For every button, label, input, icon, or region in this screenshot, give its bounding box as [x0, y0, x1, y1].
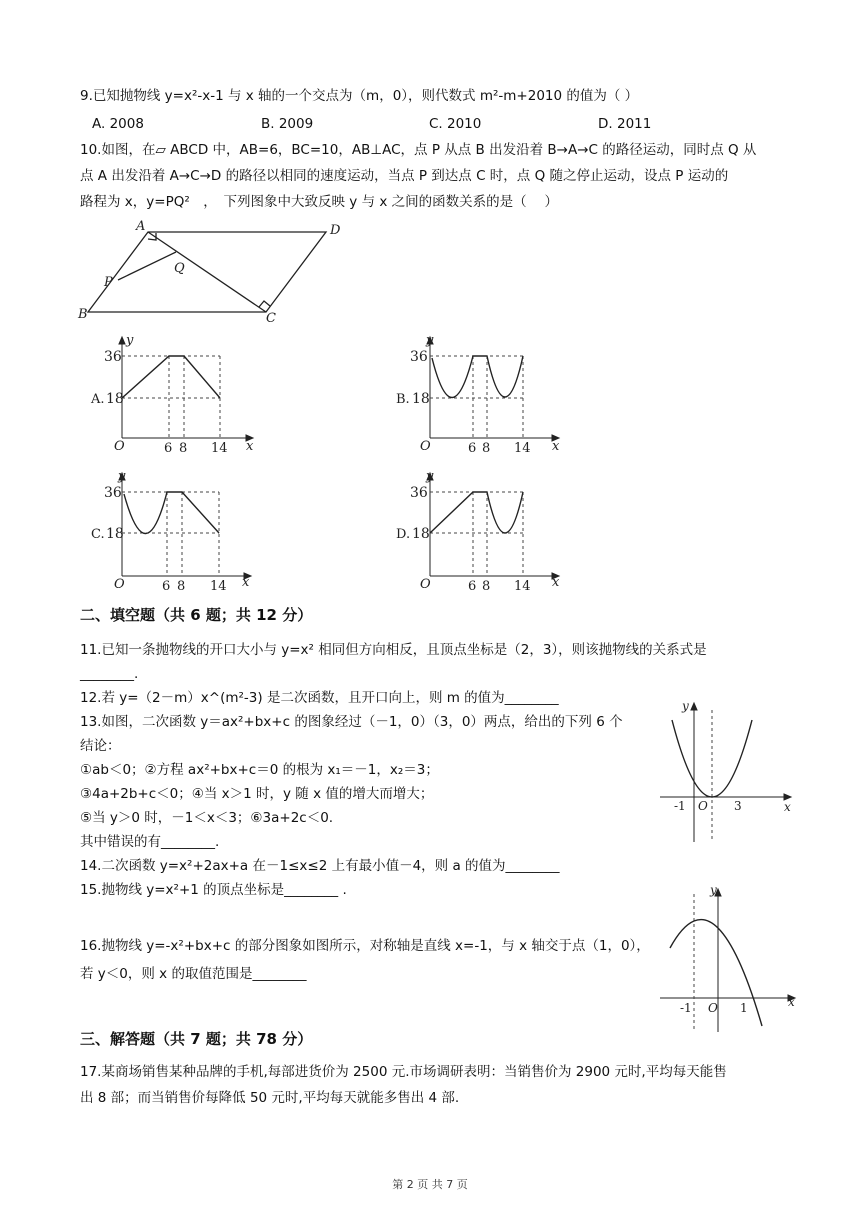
graph-c	[86, 470, 256, 594]
svg-text:O: O	[420, 439, 431, 454]
graph-label-a: A.	[91, 392, 105, 407]
svg-text:14: 14	[514, 579, 531, 594]
q13-line6: 其中错误的有________.	[80, 834, 220, 850]
svg-text:O: O	[708, 1001, 718, 1015]
page-footer: 第 2 页 共 7 页	[392, 1178, 468, 1191]
svg-text:6: 6	[162, 579, 171, 594]
svg-text:8: 8	[482, 441, 491, 454]
q10-line2: 点 A 出发沿着 A→C→D 的路径以相同的速度运动，当点 P 到达点 C 时，点 Q 随之停止运动，设点 P 运动的	[80, 168, 729, 184]
q13-line4: ③4a+2b+c＜0；④当 x＞1 时，y 随 x 值的增大而增大；	[80, 786, 434, 802]
svg-text:18: 18	[106, 526, 124, 542]
svg-text:y: y	[426, 470, 434, 484]
svg-text:1: 1	[740, 1001, 748, 1015]
label-d: D	[330, 223, 341, 238]
q15: 15.抛物线 y=x²+1 的顶点坐标是________ .	[80, 882, 347, 898]
q10-line1: 10.如图，在▱ ABCD 中，AB=6，BC=10，AB⊥AC，点 P 从点 B 出发沿着 B→A→C 的路径运动，同时点 Q 从	[80, 142, 757, 158]
graph-label-b: B.	[396, 392, 410, 407]
graph-label-c: C.	[91, 527, 105, 542]
graph-d	[392, 470, 562, 594]
q16-line2: 若 y＜0，则 x 的取值范围是________	[80, 966, 307, 982]
q12: 12.若 y=（2－m）x^(m²-3) 是二次函数，且开口向上，则 m 的值为________	[80, 690, 559, 706]
section3-title: 三、解答题（共 7 题；共 78 分）	[80, 1030, 313, 1048]
graph-b	[392, 334, 562, 454]
label-a: A	[136, 219, 146, 234]
svg-text:3: 3	[734, 799, 742, 813]
q17-line1: 17.某商场销售某种品牌的手机,每部进货价为 2500 元.市场调研表明：当销售价为 2900 元时,平均每天能售	[80, 1064, 727, 1080]
svg-text:14: 14	[210, 579, 227, 594]
q9-option-a: A. 2008	[92, 116, 144, 132]
q9-option-c: C. 2010	[429, 116, 482, 132]
svg-text:y: y	[126, 334, 134, 348]
svg-text:x: x	[784, 800, 791, 814]
svg-text:x: x	[246, 439, 254, 454]
svg-text:O: O	[114, 439, 125, 454]
svg-text:O: O	[420, 577, 431, 592]
svg-text:18: 18	[412, 526, 430, 542]
svg-text:14: 14	[211, 441, 228, 454]
graph-label-d: D.	[396, 527, 411, 542]
parallelogram-figure	[76, 218, 356, 328]
q16-parabola-figure	[656, 884, 802, 1034]
svg-text:8: 8	[482, 579, 491, 594]
svg-text:14: 14	[514, 441, 531, 454]
q13-line2: 结论：	[80, 738, 121, 754]
graph-a	[86, 334, 256, 454]
q13-parabola-figure	[656, 700, 796, 846]
svg-text:y: y	[118, 470, 126, 484]
svg-text:-1: -1	[680, 1001, 692, 1015]
q10-line3: 路程为 x，y=PQ² ， 下列图象中大致反映 y 与 x 之间的函数关系的是（ ）	[80, 194, 558, 210]
label-c: C	[266, 311, 276, 326]
label-b: B	[78, 307, 88, 322]
q9-option-d: D. 2011	[598, 116, 652, 132]
svg-text:x: x	[242, 575, 250, 590]
label-q: Q	[174, 261, 185, 276]
q13-line5: ⑤当 y＞0 时，－1＜x＜3；⑥3a+2c＜0.	[80, 810, 334, 826]
svg-text:6: 6	[468, 441, 477, 454]
svg-text:36: 36	[410, 485, 428, 501]
q11-line2: ________.	[80, 666, 139, 682]
q9-stem: 9.已知抛物线 y=x²-x-1 与 x 轴的一个交点为（m，0），则代数式 m²-m+2010 的值为（ ）	[80, 88, 639, 104]
svg-text:y: y	[682, 700, 689, 713]
svg-text:x: x	[552, 439, 560, 454]
svg-text:O: O	[114, 577, 125, 592]
svg-text:36: 36	[104, 349, 122, 365]
svg-text:-1: -1	[674, 799, 686, 813]
q17-line2: 出 8 部；而当销售价每降低 50 元时,平均每天就能多售出 4 部.	[80, 1090, 460, 1106]
svg-text:36: 36	[104, 485, 122, 501]
q14: 14.二次函数 y=x²+2ax+a 在－1≤x≤2 上有最小值－4，则 a 的值为________	[80, 858, 560, 874]
q13-line3: ①ab＜0；②方程 ax²+bx+c＝0 的根为 x₁＝－1，x₂＝3；	[80, 762, 439, 778]
label-p: P	[104, 275, 113, 290]
q16-line1: 16.抛物线 y=-x²+bx+c 的部分图象如图所示，对称轴是直线 x=-1，与 x 轴交于点（1，0），	[80, 938, 650, 954]
svg-text:8: 8	[177, 579, 186, 594]
svg-text:36: 36	[410, 349, 428, 365]
q9-option-b: B. 2009	[261, 116, 314, 132]
svg-text:x: x	[552, 575, 560, 590]
q11-line1: 11.已知一条抛物线的开口大小与 y=x² 相同但方向相反，且顶点坐标是（2，3），则该抛物线的关系式是	[80, 642, 707, 658]
svg-text:x: x	[788, 995, 795, 1009]
svg-text:O: O	[698, 799, 708, 813]
svg-text:6: 6	[468, 579, 477, 594]
section2-title: 二、填空题（共 6 题；共 12 分）	[80, 606, 313, 624]
q13-line1: 13.如图，二次函数 y＝ax²+bx+c 的图象经过（－1，0）（3，0）两点，给出的下列 6 个	[80, 714, 623, 730]
svg-text:8: 8	[179, 441, 188, 454]
svg-text:y: y	[426, 334, 434, 348]
svg-text:18: 18	[106, 391, 124, 407]
svg-text:y: y	[710, 884, 717, 897]
svg-text:18: 18	[412, 391, 430, 407]
svg-text:6: 6	[164, 441, 173, 454]
